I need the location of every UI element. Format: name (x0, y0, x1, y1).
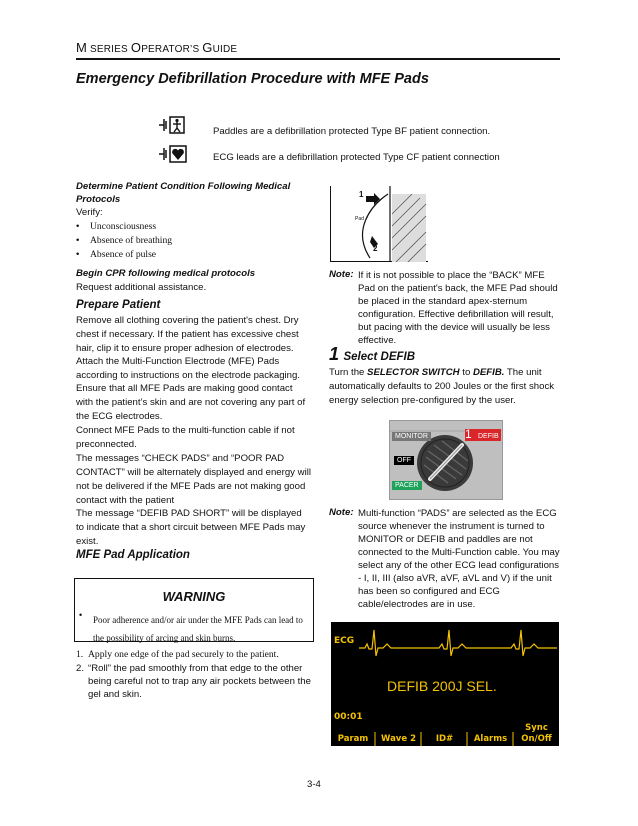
softkey-alarms[interactable]: Alarms (473, 734, 508, 744)
bf-patient-icon (158, 116, 190, 139)
page-number: 3-4 (307, 779, 321, 790)
ecg-label: ECG (334, 636, 355, 646)
selector-switch-illustration (389, 420, 503, 500)
selector-defib-label: DEFIB (478, 433, 499, 440)
cpr-heading: Begin CPR following medical protocols (76, 268, 256, 279)
prepare-para-1: Remove all clothing covering the patient's chest. Dry chest if necessary. If the patient has excessive chest hair, clip it to ensure proper adhesion of electrodes. (76, 315, 299, 354)
list-item: • Absence of pulse (76, 249, 157, 260)
steps-list (76, 648, 312, 701)
header-rule (76, 58, 560, 60)
step-1-text: Turn the SELECTOR SWITCH to DEFIB. The unit automatically defaults to 200 Joules or the first shock energy selection pre-configured by the user. (329, 367, 555, 406)
section-title: Emergency Defibrillation Procedure with MFE Pads (76, 71, 429, 87)
selector-monitor-label: MONITOR (392, 432, 431, 441)
list-item: • Absence of breathing (76, 235, 173, 246)
list-item: • Unconsciousness (76, 221, 157, 232)
note-1-text: If it is not possible to place the “BACK” MFE Pad on the patient's back, the MFE Pad should be placed in the standard apex-sternum configuration. Effective defibrillation will result, but pacing with the device will usually be less effective. (358, 270, 558, 346)
defib-energy-message: DEFIB 200J SEL. (387, 678, 497, 694)
prepare-para-4: Connect MFE Pads to the multi-function cable if not preconnected. (76, 425, 295, 450)
softkey-param[interactable]: Param (337, 734, 369, 744)
symbol-cf-text: ECG leads are a defibrillation protected Type CF patient connection (213, 152, 500, 163)
selector-defib-number: 1 (465, 427, 472, 441)
selector-pacer-label: PACER (392, 481, 422, 490)
symbol-bf-text: Paddles are a defibrillation protected Type BF patient connection. (213, 126, 491, 137)
warning-text: Poor adherence and/or air under the MFE Pads can lead to the possibility of arcing and skin burns. (93, 615, 303, 643)
softkey-wave-2[interactable]: Wave 2 (381, 734, 416, 744)
softkey-id[interactable]: ID# (435, 734, 454, 744)
prepare-para-3: Ensure that all MFE Pads are making good contact with the patient’s skin and are not covering any part of the ECG electrodes. (76, 383, 306, 422)
warning-title: WARNING (162, 589, 226, 604)
pad-placement-diagram (330, 186, 428, 267)
diagram-step-2: 2 (373, 244, 378, 253)
determine-heading: Determine Patient Condition Following Medical Protocols (76, 181, 291, 205)
elapsed-time: 00:01 (334, 712, 363, 722)
warning-bullet: • (79, 610, 83, 620)
prepare-para-5: The messages “CHECK PADS” and “POOR PAD CONTACT” will be alternately displayed and energy will not be delivered if the MFE Pads are not making good contact with the patient (76, 453, 311, 506)
list-item: 1. Apply one edge of the pad securely to the patient. (76, 649, 279, 660)
prepare-heading: Prepare Patient (76, 299, 161, 311)
step-1-heading: 1 Select DEFIB (329, 344, 416, 364)
list-item: 2. “Roll” the pad smoothly from that edge to the other being careful not to trap any air pockets between the gel and skin. (76, 663, 311, 700)
cf-heart-icon (158, 145, 190, 168)
prepare-para-2: Attach the Multi-Function Electrode (MFE) Pads according to instructions on the electrode packaging. (76, 356, 300, 381)
softkey-sync-on-off[interactable]: Sync On/Off (521, 723, 552, 744)
prepare-para-6: The message “DEFIB PAD SHORT” will be displayed to indicate that a short circuit between MFE Pads may exist. (76, 508, 306, 547)
selector-off-label: OFF (394, 456, 414, 465)
note-2-label: Note: (329, 507, 354, 518)
monitor-display (331, 622, 559, 746)
note-2-text: Multi-function “PADS” are selected as the ECG source whenever the instrument is turned to MONITOR or DEFIB and paddles are not connected to the Multi-Function cable. You may select any of the other ECG lead configurations - I, II, III (also aVR, aVF, aVL and V) if the unit has been so configured and ECG cable/electrodes are in use. (358, 508, 560, 610)
verify-list (76, 220, 172, 262)
diagram-pad-label: Pad (355, 216, 364, 222)
running-header: M SERIES OPERATOR’S GUIDE (76, 40, 238, 55)
verify-label: Verify: (76, 207, 103, 218)
diagram-step-1: 1 (359, 190, 364, 199)
warning-box (74, 578, 314, 642)
note-1-label: Note: (329, 269, 354, 280)
application-heading: MFE Pad Application (76, 549, 190, 561)
cpr-text: Request additional assistance. (76, 282, 207, 293)
